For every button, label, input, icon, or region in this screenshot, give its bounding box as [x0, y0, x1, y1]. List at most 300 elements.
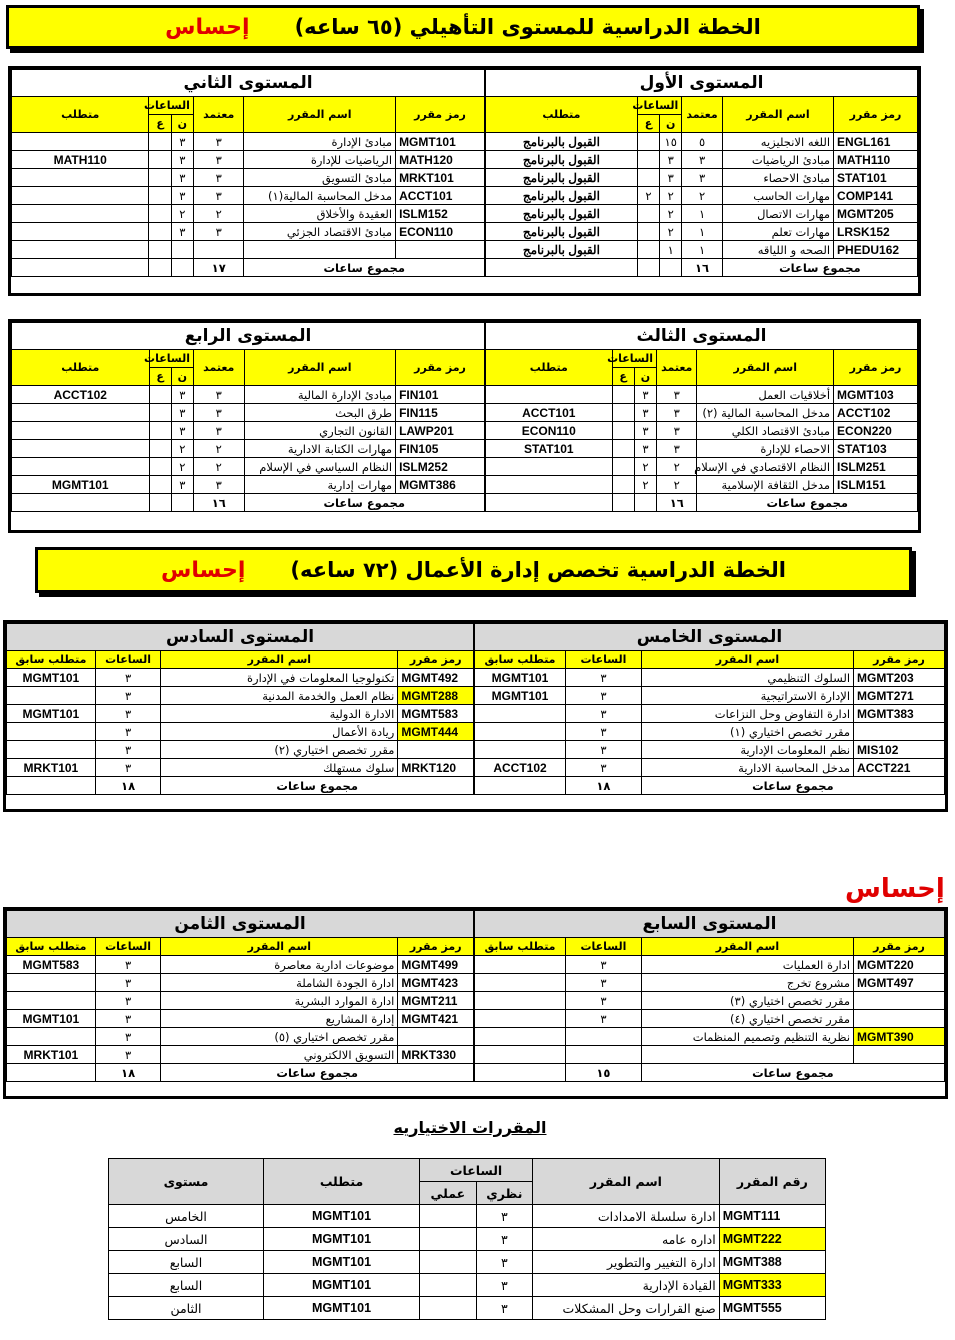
table-row: [486, 133, 918, 151]
course-prereq: [486, 476, 613, 494]
col-header-hours: الساعات: [420, 1159, 533, 1182]
course-theory: ٣: [171, 223, 193, 241]
course-code: MGMT211: [398, 992, 474, 1010]
course-code: ACCT101: [396, 187, 485, 205]
course-credit: ٣: [193, 187, 244, 205]
course-name: ادارة الموارد البشرية: [161, 992, 398, 1010]
empty-cell: [634, 494, 656, 512]
course-code: STAT101: [834, 169, 918, 187]
col-header-theory: ن: [171, 115, 193, 133]
course-credit: ٢: [193, 458, 244, 476]
table-row: [486, 440, 918, 458]
level-8-panel: [6, 910, 474, 1082]
course-name: السلوك التنظيمي: [641, 669, 853, 687]
course-practical: [612, 404, 634, 422]
course-practical: [149, 169, 171, 187]
course-credit: ١: [682, 223, 722, 241]
course-code: MGMT492: [398, 669, 474, 687]
course-theory: ٢: [634, 476, 656, 494]
course-code: ECON110: [396, 223, 485, 241]
col-header-code: رمز مقرر: [834, 350, 918, 386]
table-row: [12, 404, 485, 422]
course-hours: ٣: [95, 705, 161, 723]
brand-mark: إحساس: [161, 557, 246, 583]
course-code: [854, 1010, 945, 1028]
col-header-prereq: متطلب: [12, 97, 149, 133]
course-theory: ٣: [634, 440, 656, 458]
course-code: MGMT333: [719, 1274, 825, 1297]
course-prereq: [12, 404, 150, 422]
empty-cell: [7, 777, 96, 795]
course-prereq: [7, 723, 96, 741]
course-prereq: MRKT101: [7, 759, 96, 777]
course-hours: ٣: [95, 956, 161, 974]
col-header-credit: معتمد: [657, 350, 697, 386]
course-prereq: MGMT101: [7, 705, 96, 723]
course-credit: ٢: [657, 476, 697, 494]
course-level: السابع: [109, 1274, 264, 1297]
course-credit: ٣: [657, 422, 697, 440]
course-credit: ٣: [193, 169, 244, 187]
course-code: MGMT388: [719, 1251, 825, 1274]
course-theory: ٣: [171, 404, 193, 422]
col-header-name: اسم المقرر: [641, 651, 853, 669]
empty-cell: [486, 259, 638, 277]
course-name: مقرر تخصص اختياري (٤): [641, 1010, 853, 1028]
course-practical: [149, 187, 171, 205]
course-prereq: [12, 440, 150, 458]
level-6-panel: [6, 623, 474, 795]
table-row: [7, 705, 474, 723]
course-code: MATH120: [396, 151, 485, 169]
course-prereq: القبول بالبرنامج: [486, 151, 638, 169]
block-levels-3-4: [8, 319, 921, 533]
course-prereq: القبول بالبرنامج: [486, 133, 638, 151]
course-code: ISLM252: [396, 458, 485, 476]
course-practical: ٢: [637, 187, 659, 205]
course-practical: [637, 151, 659, 169]
course-practical: [637, 241, 659, 259]
course-name: مقرر تخصص اختياري (٥): [161, 1028, 398, 1046]
course-name: النظام السياسي في الإسلام: [244, 458, 396, 476]
table-row: [486, 223, 918, 241]
level-title: المستوى الخامس: [475, 624, 945, 651]
empty-cell: [612, 494, 634, 512]
course-hours: ٣: [566, 956, 642, 974]
course-practical: [149, 440, 171, 458]
course-practical: [612, 458, 634, 476]
col-header-name: اسم المقرر: [161, 938, 398, 956]
table-row: [12, 422, 485, 440]
electives-title: المقررات الاختياريه: [393, 1118, 547, 1137]
course-credit: ٣: [682, 169, 722, 187]
table-row: [475, 759, 945, 777]
table-row: [7, 1046, 474, 1064]
table-row: [12, 386, 485, 404]
col-header-name: اسم المقرر: [697, 350, 834, 386]
col-header-prereq: متطلب سابق: [7, 651, 96, 669]
table-row: [486, 404, 918, 422]
course-theory: ٣: [171, 133, 193, 151]
level-4-panel: [11, 322, 485, 512]
course-theory: ٣: [476, 1205, 533, 1228]
course-name: مقرر تخصص اختياري (٢): [161, 741, 398, 759]
course-code: [398, 1028, 474, 1046]
level-1-panel: [485, 69, 918, 277]
course-name: الإدارة الاستراتيجية: [641, 687, 853, 705]
col-header-prereq: متطلب سابق: [475, 651, 566, 669]
course-name: العقيدة والأخلاق: [244, 205, 396, 223]
banner-preparatory: [6, 5, 920, 49]
empty-cell: [486, 494, 613, 512]
table-row: [109, 1297, 826, 1320]
table-row: [475, 741, 945, 759]
table-row: [475, 1010, 945, 1028]
course-prereq: [486, 458, 613, 476]
table-row: [109, 1274, 826, 1297]
course-theory: [171, 241, 193, 259]
col-header-hours: الساعات: [149, 350, 193, 368]
col-header-name: اسم المقرر: [244, 97, 396, 133]
course-prereq: MGMT101: [475, 669, 566, 687]
course-name: مدخل المحاسبة المالية(١): [244, 187, 396, 205]
course-credit: ٥: [682, 133, 722, 151]
table-row: [475, 723, 945, 741]
table-row: [7, 759, 474, 777]
total-label: مجموع ساعات: [697, 494, 918, 512]
course-code: PHEDU162: [834, 241, 918, 259]
course-credit: ١: [682, 205, 722, 223]
electives-table: [108, 1158, 826, 1320]
table-row: [109, 1228, 826, 1251]
course-theory: ١٥: [660, 133, 682, 151]
col-header-level: مستوى: [109, 1159, 264, 1205]
col-header-prereq: متطلب: [486, 350, 613, 386]
course-prereq: ACCT102: [12, 386, 150, 404]
course-name: مهارات إدارية: [244, 476, 396, 494]
course-hours: ٣: [95, 687, 161, 705]
course-prereq: [475, 1010, 566, 1028]
course-name: القيادة الإدارية: [533, 1274, 720, 1297]
level-title: المستوى السابع: [475, 911, 945, 938]
course-credit: ٣: [193, 476, 244, 494]
course-table: [474, 910, 945, 1082]
course-name: مبادئ الإدارة المالية: [244, 386, 396, 404]
table-row: [12, 241, 485, 259]
course-name: مدخل الثقافة الإسلامية: [697, 476, 834, 494]
course-name: نظام العمل والخدمة المدنية: [161, 687, 398, 705]
level-title: المستوى الرابع: [12, 323, 485, 350]
course-table: [474, 623, 945, 795]
course-code: MGMT222: [719, 1228, 825, 1251]
course-credit: ٣: [193, 133, 244, 151]
course-name: ادارة العمليات: [641, 956, 853, 974]
course-prereq: ACCT102: [475, 759, 566, 777]
course-theory: ٣: [634, 386, 656, 404]
course-prereq: [12, 187, 149, 205]
course-code: COMP141: [834, 187, 918, 205]
table-row: [12, 205, 485, 223]
course-code: MATH110: [834, 151, 918, 169]
course-prereq: [12, 241, 149, 259]
course-table: [485, 322, 918, 512]
table-row: [7, 723, 474, 741]
course-code: MRKT330: [398, 1046, 474, 1064]
course-theory: ٣: [171, 169, 193, 187]
course-prereq: القبول بالبرنامج: [486, 169, 638, 187]
table-row: [7, 741, 474, 759]
col-header-name: اسم المقرر: [244, 350, 396, 386]
course-code: MIS102: [854, 741, 945, 759]
banner-major: [35, 547, 912, 593]
course-prereq: القبول بالبرنامج: [486, 223, 638, 241]
course-code: ISLM251: [834, 458, 918, 476]
course-code: [854, 992, 945, 1010]
col-header-code: رقم المقرر: [719, 1159, 825, 1205]
empty-cell: [171, 259, 193, 277]
course-practical: [637, 133, 659, 151]
course-code: MGMT423: [398, 974, 474, 992]
course-name: مبادئ الإدارة: [244, 133, 396, 151]
total-label: مجموع ساعات: [641, 777, 944, 795]
course-prereq: [7, 687, 96, 705]
col-header-theory: نظري: [476, 1182, 533, 1205]
course-name: الصحه و اللياقه: [722, 241, 833, 259]
course-name: ادارة التغيير والتطوير: [533, 1251, 720, 1274]
block-levels-1-2: [8, 66, 921, 296]
course-name: صنع القرارات وحل المشكلات: [533, 1297, 720, 1320]
course-name: إدارة المشاريع: [161, 1010, 398, 1028]
course-code: MGMT421: [398, 1010, 474, 1028]
course-practical: [149, 223, 171, 241]
table-row: [475, 705, 945, 723]
course-practical: [637, 205, 659, 223]
course-prereq: MATH110: [12, 151, 149, 169]
course-code: MGMT390: [854, 1028, 945, 1046]
course-prereq: [475, 992, 566, 1010]
table-row: [475, 974, 945, 992]
course-practical: [612, 422, 634, 440]
course-prereq: [12, 422, 150, 440]
course-code: MGMT111: [719, 1205, 825, 1228]
course-prereq: القبول بالبرنامج: [486, 205, 638, 223]
table-row: [7, 1010, 474, 1028]
course-theory: ٢: [171, 205, 193, 223]
course-code: MGMT205: [834, 205, 918, 223]
course-prereq: MGMT101: [263, 1274, 419, 1297]
course-prereq: [12, 169, 149, 187]
course-hours: ٣: [95, 759, 161, 777]
course-name: مدخل المحاسبة المالية (٢): [697, 404, 834, 422]
table-row: [12, 133, 485, 151]
course-code: ECON220: [834, 422, 918, 440]
course-practical: [149, 241, 171, 259]
course-theory: ٢: [171, 440, 193, 458]
course-code: MGMT101: [396, 133, 485, 151]
course-hours: ٣: [566, 759, 642, 777]
empty-cell: [171, 494, 193, 512]
course-hours: [566, 1046, 642, 1064]
col-header-credit: معتمد: [193, 350, 244, 386]
course-theory: ٣: [476, 1297, 533, 1320]
table-row: [486, 476, 918, 494]
course-table: [485, 69, 918, 277]
course-name: القانون التجاري: [244, 422, 396, 440]
course-hours: ٣: [566, 992, 642, 1010]
course-prereq: MGMT101: [7, 669, 96, 687]
col-header-hours: الساعات: [95, 938, 161, 956]
course-level: السابع: [109, 1251, 264, 1274]
course-credit: ٢: [682, 187, 722, 205]
total-value: ١٨: [95, 1064, 161, 1082]
table-row: [12, 458, 485, 476]
col-header-code: رمز مقرر: [398, 938, 474, 956]
empty-cell: [12, 494, 150, 512]
course-theory: ٣: [476, 1274, 533, 1297]
course-name: مبادئ التسويق: [244, 169, 396, 187]
course-hours: ٣: [95, 741, 161, 759]
total-label: مجموع ساعات: [244, 259, 485, 277]
course-code: FIN105: [396, 440, 485, 458]
course-prereq: القبول بالبرنامج: [486, 241, 638, 259]
course-practical: [612, 386, 634, 404]
course-credit: ٣: [193, 404, 244, 422]
empty-cell: [12, 259, 149, 277]
course-prereq: [475, 705, 566, 723]
table-row: [12, 476, 485, 494]
col-header-name: اسم المقرر: [722, 97, 833, 133]
course-hours: ٣: [95, 1046, 161, 1064]
level-title: المستوى الثاني: [12, 70, 485, 97]
course-table: [11, 322, 485, 512]
total-label: مجموع ساعات: [161, 1064, 474, 1082]
course-credit: ٣: [193, 151, 244, 169]
col-header-practical: ع: [149, 115, 171, 133]
course-credit: [193, 241, 244, 259]
course-code: MGMT203: [854, 669, 945, 687]
table-row: [109, 1251, 826, 1274]
total-value: ١٦: [193, 494, 244, 512]
table-row: [475, 669, 945, 687]
banner-title: الخطة الدراسية للمستوى التأهيلي (٦٥ ساعه): [294, 15, 761, 39]
course-theory: ٣: [171, 476, 193, 494]
course-prereq: [475, 956, 566, 974]
course-name: مقرر تخصص اختياري (٣): [641, 992, 853, 1010]
course-level: السادس: [109, 1228, 264, 1251]
course-theory: ٣: [660, 169, 682, 187]
course-theory: ٣: [476, 1228, 533, 1251]
col-header-hours: الساعات: [95, 651, 161, 669]
table-row: [475, 687, 945, 705]
course-hours: [566, 1028, 642, 1046]
col-header-code: رمز مقرر: [854, 651, 945, 669]
course-name: مقرر تخصص اختياري (١): [641, 723, 853, 741]
course-code: LRSK152: [834, 223, 918, 241]
course-practical: [612, 476, 634, 494]
table-row: [475, 992, 945, 1010]
level-2-panel: [11, 69, 485, 277]
course-theory: ٣: [171, 422, 193, 440]
course-name: مشروع تخرج: [641, 974, 853, 992]
course-name: طرق البحث: [244, 404, 396, 422]
table-row: [7, 992, 474, 1010]
course-credit: ١: [682, 241, 722, 259]
col-header-hours: الساعات: [566, 938, 642, 956]
course-theory: ٢: [634, 458, 656, 476]
course-prereq: [12, 133, 149, 151]
course-hours: ٣: [566, 741, 642, 759]
course-code: STAT103: [834, 440, 918, 458]
course-theory: ٣: [171, 386, 193, 404]
course-name: ادارة الجودة الشاملة: [161, 974, 398, 992]
course-name: مبادئ الاحصاء: [722, 169, 833, 187]
empty-cell: [660, 259, 682, 277]
course-code: ACCT102: [834, 404, 918, 422]
course-name: مهارات الحاسب: [722, 187, 833, 205]
course-code: MGMT383: [854, 705, 945, 723]
course-credit: ٢: [657, 458, 697, 476]
course-name: موضوعات ادارية معاصرة: [161, 956, 398, 974]
total-value: ١٨: [95, 777, 161, 795]
course-prereq: ECON110: [486, 422, 613, 440]
course-name: نظرية التنظيم وتصميم المنظمات: [641, 1028, 853, 1046]
total-label: مجموع ساعات: [641, 1064, 944, 1082]
table-row: [7, 687, 474, 705]
course-prereq: ACCT101: [486, 404, 613, 422]
course-table: [6, 910, 474, 1082]
level-3-panel: [485, 322, 918, 512]
course-name: أخلاقيات العمل: [697, 386, 834, 404]
col-header-theory: ن: [171, 368, 193, 386]
course-name: النظام الاقتصادي في الإسلام: [697, 458, 834, 476]
table-row: [12, 151, 485, 169]
course-hours: ٣: [95, 1010, 161, 1028]
course-practical: [149, 386, 171, 404]
empty-cell: [7, 1064, 96, 1082]
table-row: [12, 187, 485, 205]
course-code: MGMT386: [396, 476, 485, 494]
course-credit: ٣: [193, 223, 244, 241]
course-name: ريادة الأعمال: [161, 723, 398, 741]
course-name: اللغه الانجليزيه: [722, 133, 833, 151]
table-row: [486, 169, 918, 187]
brand-mark: إحساس: [165, 14, 250, 40]
col-header-theory: ن: [634, 368, 656, 386]
course-practical: [420, 1251, 477, 1274]
course-level: الخامس: [109, 1205, 264, 1228]
col-header-practical: ع: [149, 368, 171, 386]
course-code: MGMT103: [834, 386, 918, 404]
course-code: MGMT288: [398, 687, 474, 705]
total-value: ١٨: [566, 777, 642, 795]
course-prereq: MGMT101: [263, 1251, 419, 1274]
course-practical: [149, 476, 171, 494]
course-practical: [149, 151, 171, 169]
course-name: مبادئ الاقتصاد الجزئي: [244, 223, 396, 241]
table-row: [486, 458, 918, 476]
table-row: [486, 241, 918, 259]
col-header-code: رمز مقرر: [834, 97, 918, 133]
course-hours: ٣: [95, 723, 161, 741]
course-table: [6, 623, 474, 795]
course-practical: [149, 458, 171, 476]
course-credit: ٣: [193, 422, 244, 440]
level-title: المستوى الثالث: [486, 323, 918, 350]
course-name: التسويق الالكتروني: [161, 1046, 398, 1064]
course-prereq: [7, 1028, 96, 1046]
course-theory: ٢: [171, 458, 193, 476]
course-code: ISLM151: [834, 476, 918, 494]
